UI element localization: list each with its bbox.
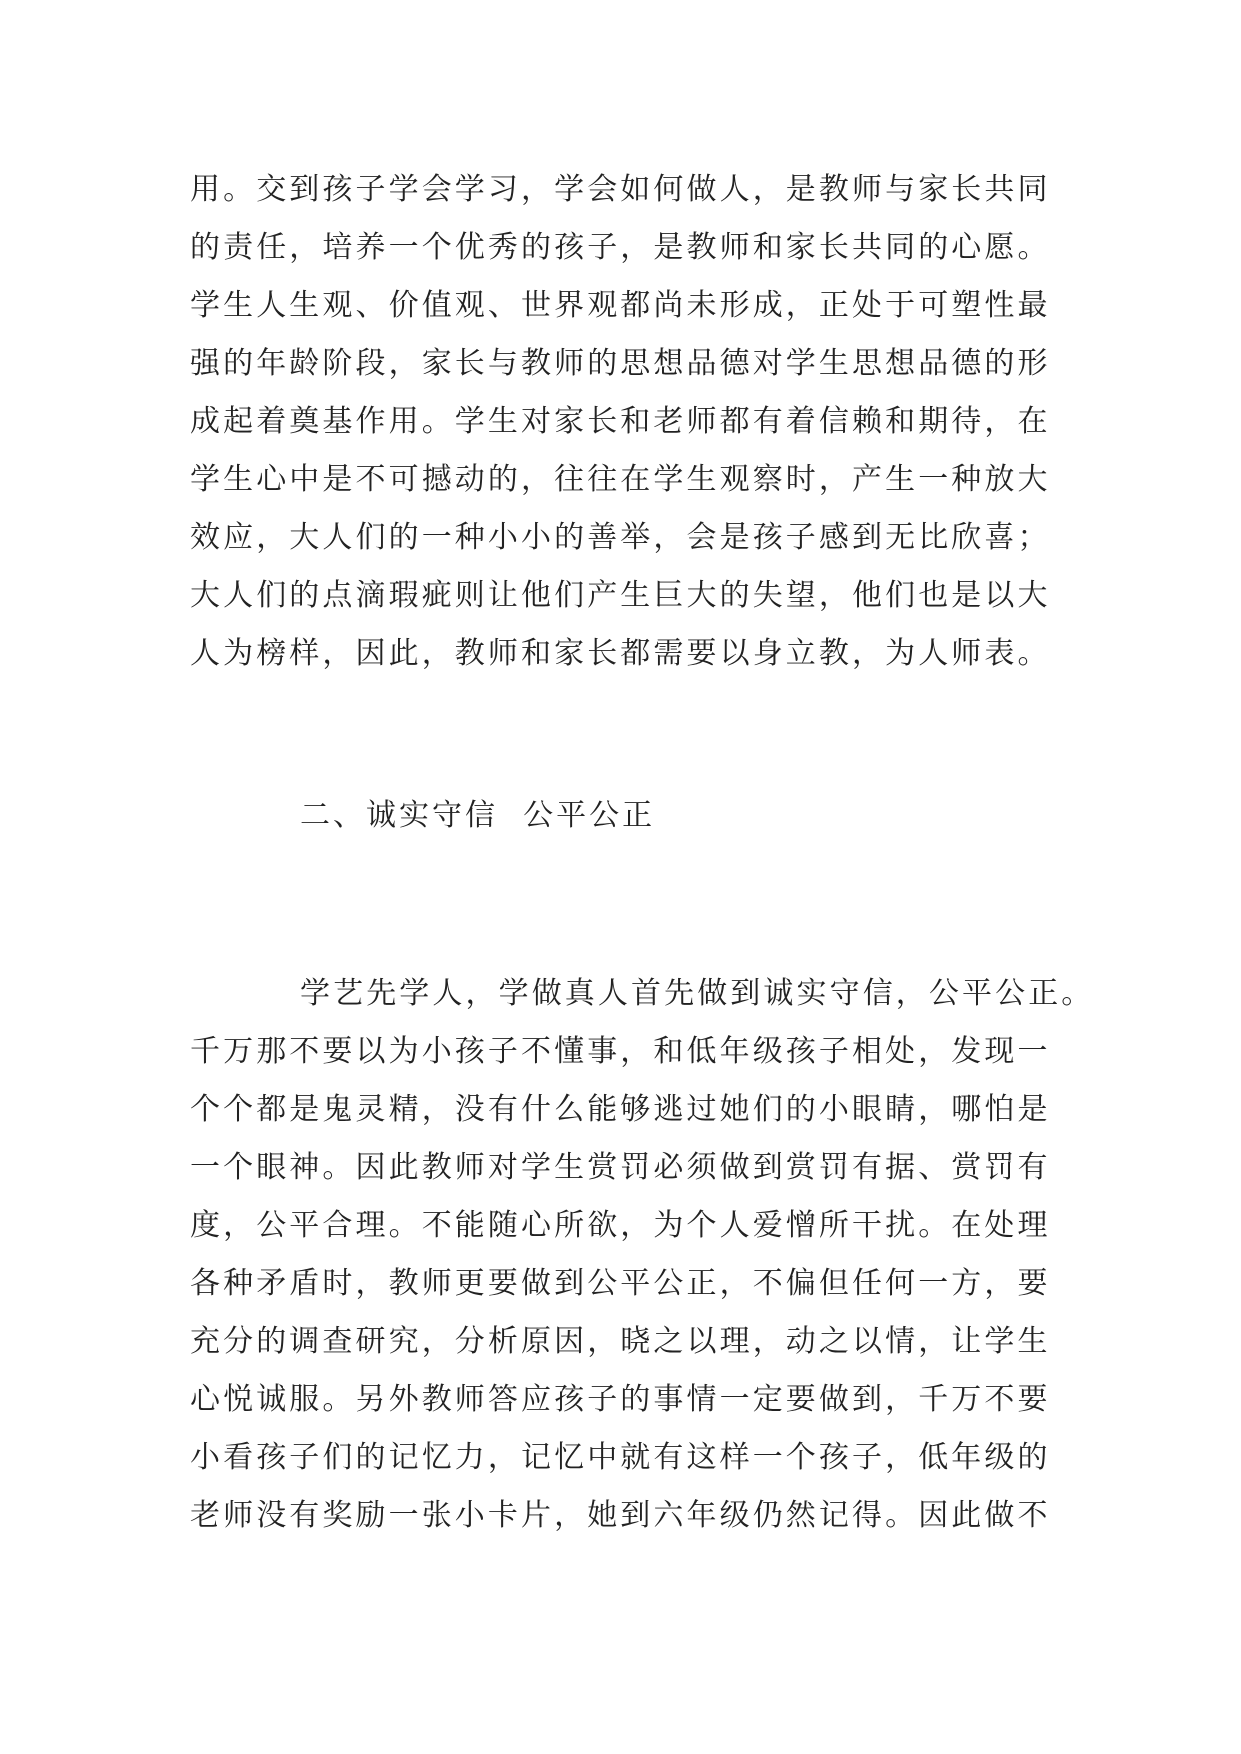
paragraph-line: 充分的调查研究，分析原因，晓之以理，动之以情，让学生 bbox=[190, 1324, 1051, 1359]
paragraph-line: 度，公平合理。不能随心所欲，为个人爱憎所干扰。在处理 bbox=[190, 1208, 1051, 1243]
paragraph-line: 个个都是鬼灵精，没有什么能够逃过她们的小眼睛，哪怕是 bbox=[190, 1092, 1051, 1127]
paragraph-line: 各种矛盾时，教师更要做到公平公正，不偏但任何一方，要 bbox=[190, 1266, 1051, 1301]
paragraph-line: 大人们的点滴瑕疵则让他们产生巨大的失望，他们也是以大 bbox=[190, 578, 1051, 613]
paragraph-line: 效应，大人们的一种小小的善举，会是孩子感到无比欣喜； bbox=[190, 520, 1051, 555]
paragraph-line: 人为榜样，因此，教师和家长都需要以身立教，为人师表。 bbox=[190, 636, 1051, 671]
paragraph-line: 的责任，培养一个优秀的孩子，是教师和家长共同的心愿。 bbox=[190, 230, 1051, 265]
paragraph-line: 小看孩子们的记忆力，记忆中就有这样一个孩子，低年级的 bbox=[190, 1440, 1051, 1475]
paragraph-line: 心悦诚服。另外教师答应孩子的事情一定要做到，千万不要 bbox=[190, 1382, 1051, 1417]
paragraph-line: 强的年龄阶段，家长与教师的思想品德对学生思想品德的形 bbox=[190, 346, 1051, 381]
paragraph-line: 学生人生观、价值观、世界观都尚未形成，正处于可塑性最 bbox=[190, 288, 1051, 323]
paragraph-line: 老师没有奖励一张小卡片，她到六年级仍然记得。因此做不 bbox=[190, 1498, 1051, 1533]
paragraph-line: 用。交到孩子学会学习，学会如何做人，是教师与家长共同 bbox=[190, 172, 1051, 207]
paragraph-line: 千万那不要以为小孩子不懂事，和低年级孩子相处，发现一 bbox=[190, 1034, 1051, 1069]
paragraph-line: 学艺先学人，学做真人首先做到诚实守信，公平公正。 bbox=[300, 976, 1095, 1011]
paragraph-line: 成起着奠基作用。学生对家长和老师都有着信赖和期待，在 bbox=[190, 404, 1051, 439]
section-heading: 二、诚实守信 公平公正 bbox=[300, 798, 656, 833]
paragraph-line: 学生心中是不可撼动的，往往在学生观察时，产生一种放大 bbox=[190, 462, 1051, 497]
paragraph-line: 一个眼神。因此教师对学生赏罚必须做到赏罚有据、赏罚有 bbox=[190, 1150, 1051, 1185]
